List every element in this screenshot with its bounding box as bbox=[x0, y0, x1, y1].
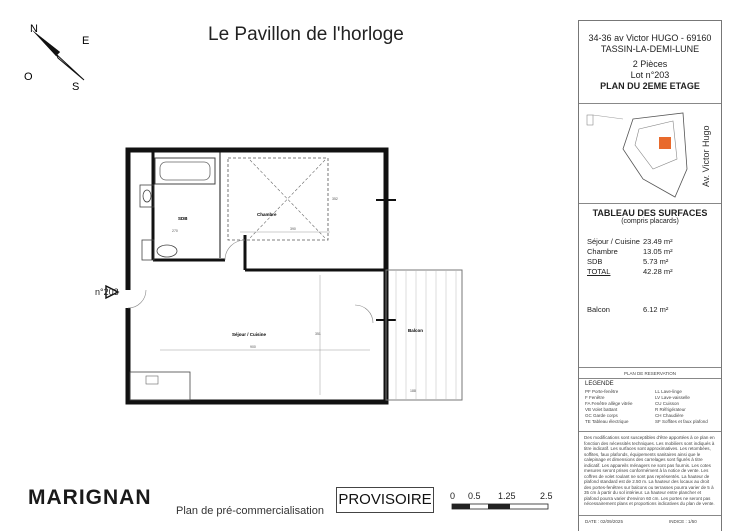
scale-tick: 1.25 bbox=[498, 491, 516, 501]
dim-chambre: 390 bbox=[290, 227, 296, 231]
surface-total-row: TOTAL 42.28 m² bbox=[587, 267, 673, 276]
plan-title: Le Pavillon de l'horloge bbox=[208, 24, 404, 45]
site-map bbox=[583, 109, 717, 201]
surface-row: Séjour / Cuisine 23.49 m² bbox=[587, 237, 673, 246]
room-chambre: Chambre bbox=[257, 212, 277, 217]
room-sdb: SDB bbox=[178, 216, 188, 221]
plan-level: PLAN DU 2EME ETAGE bbox=[600, 81, 700, 91]
surfaces-subtitle: (compris placards) bbox=[621, 218, 679, 225]
compass-e: E bbox=[82, 35, 90, 47]
compass-s: S bbox=[72, 81, 80, 93]
dim-balcon: 188 bbox=[410, 389, 416, 393]
dim-sejour-w: 900 bbox=[250, 345, 256, 349]
dim-sdb: 270 bbox=[172, 229, 178, 233]
compass-n: N bbox=[30, 23, 38, 35]
scale-bar bbox=[450, 491, 570, 521]
floor-plan bbox=[100, 140, 480, 410]
address-line-2: TASSIN-LA-DEMI-LUNE bbox=[600, 44, 700, 54]
brand-logo: MARIGNAN bbox=[28, 486, 152, 509]
balcon-row: Balcon 6.12 m² bbox=[587, 305, 669, 314]
lot-number: Lot n°203 bbox=[630, 70, 670, 80]
scale-tick: 0.5 bbox=[468, 491, 481, 501]
lot-marker-label: n°203 bbox=[95, 287, 119, 297]
legend-title: LEGENDE bbox=[585, 381, 614, 387]
legal-notice: Des modifications sont susceptibles d'être apportées à ce plan en fonction des nécessités techniques. Les mobiliers sont indiqués à titre indicatif. Les surfaces sont approximatives. Les retombées, soffites, faux plafonds, équipements sanitaires ainsi que le calepinage et dimensions des carrelages sont figurés à titre indicatif. Les appareils ménagers ne sont pas fournis. Les cotes mesures seront prises conformément à la notice de vente. Les coffres de volet roulant ne sont pas représentés. La hauteur de plafond standard est de 2.50 m. La hauteur des locaux au droit des portes-fenêtres sur balcons ou terrasses pourra varier de 5 à 35 cm à partir du sol intérieur. La hauteur entre plancher et plafond pourra varier d'environ 60 cm. Les portes ne seront pas nécessairement plans et proportions indicatives du plan de vente. bbox=[584, 435, 715, 506]
plan-date: DATE : 02/09/2025 bbox=[585, 519, 623, 524]
street-label: Av. Victor Hugo bbox=[701, 125, 711, 187]
plan-indice: INDICE : 1/50 bbox=[669, 519, 697, 524]
compass-o: O bbox=[24, 71, 33, 83]
room-sejour: Séjour / Cuisine bbox=[232, 332, 267, 337]
provisoire-stamp: PROVISOIRE bbox=[336, 487, 434, 513]
dim-sejour-h: 351 bbox=[315, 332, 321, 336]
scale-tick: 2.5 bbox=[540, 491, 553, 501]
address-line-1: 34-36 av Victor HUGO - 69160 bbox=[588, 33, 712, 43]
title-block bbox=[578, 20, 722, 531]
compass-rose-icon bbox=[18, 18, 98, 98]
dim-chambre-h: 352 bbox=[332, 197, 338, 201]
surface-row: SDB 5.73 m² bbox=[587, 257, 669, 266]
surfaces-title: TABLEAU DES SURFACES bbox=[592, 208, 708, 218]
reservation-label: PLAN DE RESERVATION bbox=[623, 371, 676, 376]
scale-tick: 0 bbox=[450, 491, 456, 501]
legend-left: PF Porte-fenêtre F Fenêtre FA Fenêtre allège vitrée VB Volet battant GC Garde corps TE Tableau électrique bbox=[585, 389, 633, 424]
room-balcon: Balcon bbox=[408, 328, 424, 333]
pieces: 2 Pièces bbox=[632, 59, 668, 69]
precommercialisation-label: Plan de pré-commercialisation bbox=[176, 505, 324, 517]
surface-row: Chambre 13.05 m² bbox=[587, 247, 673, 256]
legend-right: LL Lave-linge LV Lave-vaisselle CU Cuisson R Réfrigérateur CH Chaudière SF Soffites et faux plafond bbox=[655, 389, 708, 424]
